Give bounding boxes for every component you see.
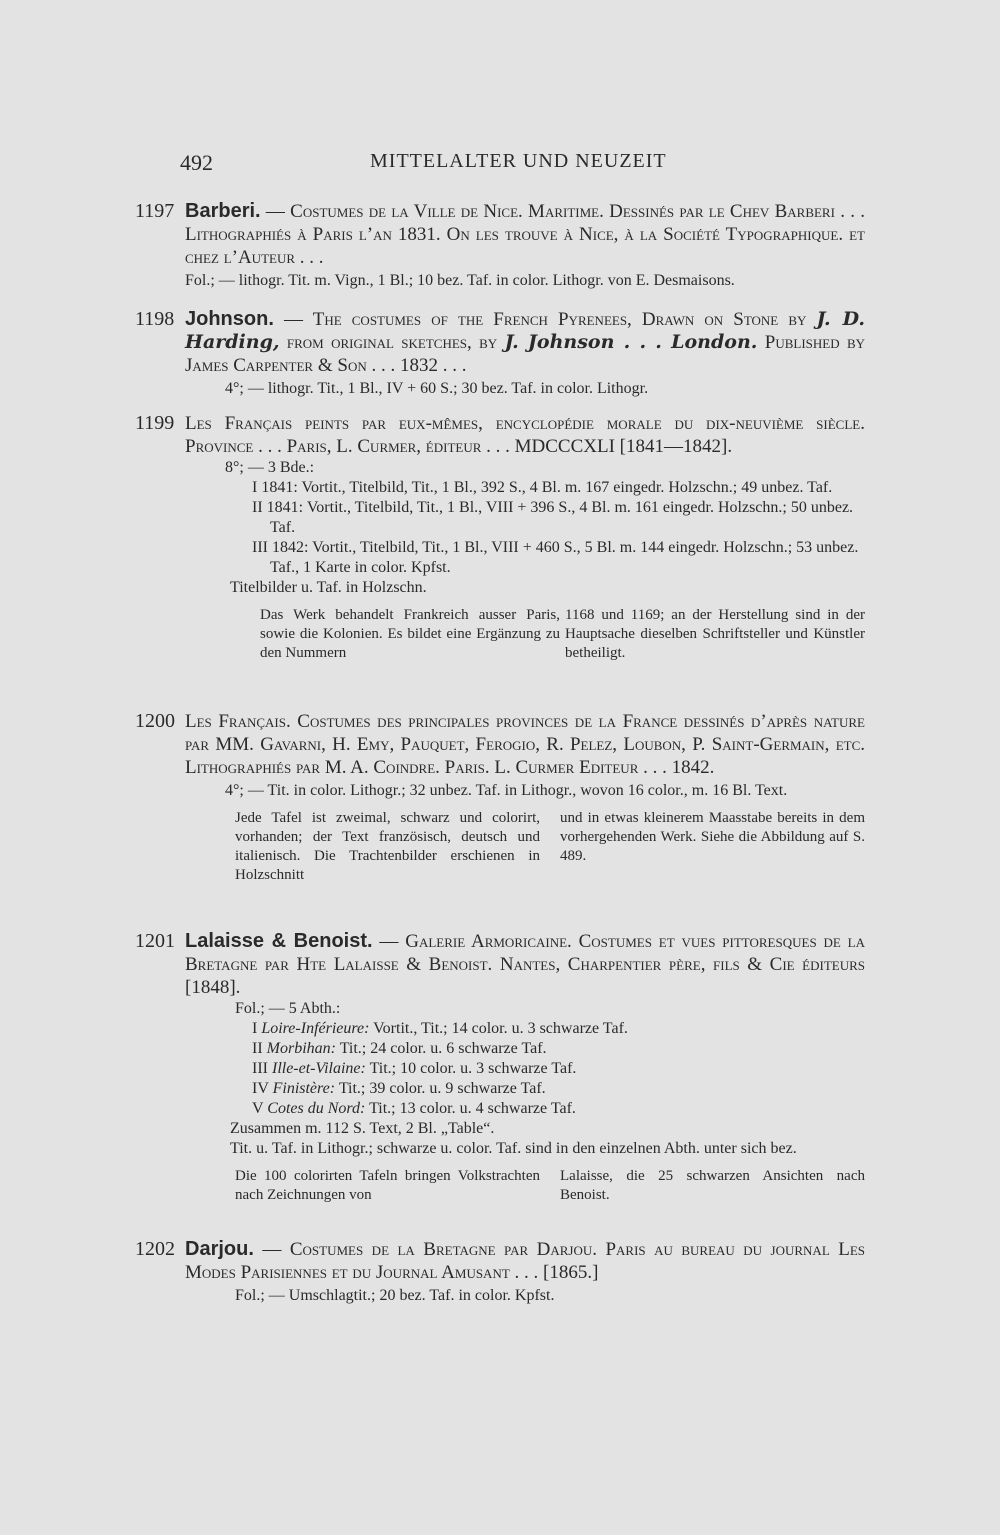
- volume-number: I: [252, 1020, 258, 1037]
- volume-place: Cotes du Nord:: [267, 1100, 366, 1117]
- entry-author: Barberi.: [185, 200, 261, 222]
- entry-title-line: [135, 200, 865, 269]
- entry-collation: 4°; — lithogr. Tit., 1 Bl., IV + 60 S.; 30 bez. Taf. in color. Lithogr.: [225, 380, 649, 397]
- volume-line: I 1841: Vortit., Titelbild, Tit., 1 Bl., 392 S., 4 Bl. m. 167 eingedr. Holzschn.; 49 unbez. Taf.: [252, 479, 833, 496]
- comment-right: und in etwas kleinerem Maasstabe bereits in dem vorhergehenden Werk. Siehe die Abbildung auf S. 489.: [560, 810, 865, 864]
- entry-1198: [135, 308, 865, 399]
- entry-author: Lalaisse & Benoist.: [185, 930, 373, 952]
- volume-details: Tit.; 10 color. u. 3 schwarze Taf.: [369, 1060, 577, 1077]
- entry-note: Tit. u. Taf. in Lithogr.; schwarze u. color. Taf. sind in den einzelnen Abth. unter sich bez.: [230, 1140, 797, 1157]
- volume-number: III: [252, 1060, 268, 1077]
- running-title: MITTELALTER UND NEUZEIT: [370, 150, 667, 172]
- entry-format: 8°; — 3 Bde.:: [225, 459, 315, 476]
- comment-left: Jede Tafel ist zweimal, schwarz und colorirt, vorhanden; der Text französisch, deutsch und italienisch. Die Trachtenbilder erschienen in Holzschnitt: [235, 810, 540, 883]
- volume-number: V: [252, 1100, 264, 1117]
- entry-comment: [135, 606, 865, 663]
- entry-title: Published by James Carpenter & Son . . . 1832 . . .: [185, 332, 866, 376]
- comment-right: Lalaisse, die 25 schwarzen Ansichten nach Benoist.: [560, 1168, 865, 1203]
- entry-collation: Fol.; — Umschlagtit.; 20 bez. Taf. in color. Kpfst.: [235, 1287, 555, 1304]
- volume-line: [135, 1079, 865, 1099]
- volume-details: Vortit., Tit.; 14 color. u. 3 schwarze Taf.: [373, 1020, 628, 1037]
- entry-title-line: [135, 930, 865, 999]
- volume-line: [135, 1099, 865, 1119]
- volume-details: Tit.; 13 color. u. 4 schwarze Taf.: [369, 1100, 576, 1117]
- volume-details: Tit.; 24 color. u. 6 schwarze Taf.: [339, 1040, 547, 1057]
- entry-title-line: [135, 412, 865, 458]
- entry-title: Les Français peints par eux-mêmes, encyclopédie morale du dix-neuvième siècle. Province . . . Paris, L. Curmer, éditeur . . . MDCCCXLI [1841—1842].: [185, 413, 865, 457]
- entry-author: Johnson.: [185, 308, 274, 330]
- volume-line: II 1841: Vortit., Titelbild, Tit., 1 Bl., VIII + 396 S., 4 Bl. m. 161 eingedr. Holzschn.; 50 unbez. Taf.: [252, 499, 854, 536]
- entry-title-blackletter: J. D. Harding,: [185, 308, 865, 353]
- volume-line: III 1842: Vortit., Titelbild, Tit., 1 Bl., VIII + 460 S., 5 Bl. m. 144 eingedr. Holzschn.; 53 unbez. Taf., 1 Karte in color. Kpfst.: [252, 539, 859, 576]
- entry-number: 1202: [135, 1238, 175, 1260]
- entry-title: — The costumes of the French Pyrenees, Drawn on Stone by: [283, 309, 807, 330]
- comment-left: Das Werk behandelt Frankreich ausser Paris, sowie die Kolonien. Es bildet eine Ergänzung zu den Nummern: [260, 607, 560, 661]
- volume-line: [135, 1019, 865, 1039]
- entry-number: 1200: [135, 710, 175, 732]
- entry-1199: [135, 412, 865, 663]
- entry-title: — Galerie Armoricaine. Costumes et vues pittoresques de la Bretagne par Hte Lalaisse & Benoist. Nantes, Charpentier père, fils & Cie éditeurs [1848].: [185, 931, 866, 998]
- entry-collation: 4°; — Tit. in color. Lithogr.; 32 unbez. Taf. in Lithogr., wovon 16 color., m. 16 Bl. Text.: [225, 782, 788, 799]
- volume-number: IV: [252, 1080, 269, 1097]
- entry-title-line: [135, 710, 865, 779]
- volume-line: [135, 1039, 865, 1059]
- volume-place: Morbihan:: [266, 1040, 336, 1057]
- entry-title-line: [135, 1238, 865, 1284]
- entry-number: 1199: [135, 412, 175, 434]
- entry-comment: [135, 1167, 865, 1205]
- entry-title: Les Français. Costumes des principales provinces de la France dessinés d’après nature par MM. Gavarni, H. Emy, Pauquet, Ferogio, R. Pelez, Loubon, P. Saint-Germain, etc. Lithographiés par M. A. Coindre. Paris. L. Curmer Editeur . . . 1842.: [185, 711, 865, 778]
- entry-collation: Fol.; — lithogr. Tit. m. Vign., 1 Bl.; 10 bez. Taf. in color. Lithogr. von E. Desmaisons.: [185, 272, 735, 289]
- entry-number: 1201: [135, 930, 175, 952]
- entry-number: 1198: [135, 308, 175, 330]
- entry-note: Zusammen m. 112 S. Text, 2 Bl. „Table“.: [230, 1120, 495, 1137]
- volume-line: [135, 1059, 865, 1079]
- entry-note: Titelbilder u. Taf. in Holzschn.: [230, 579, 427, 596]
- volume-place: Ille-et-Vilaine:: [271, 1060, 366, 1077]
- entry-number: 1197: [135, 200, 175, 222]
- comment-left: Die 100 colorirten Tafeln bringen Volkstrachten nach Zeichnungen von: [235, 1168, 540, 1203]
- page-number: 492: [180, 150, 213, 175]
- entry-format: Fol.; — 5 Abth.:: [235, 1000, 341, 1017]
- entry-1202: [135, 1238, 865, 1306]
- entry-title-line: [135, 308, 865, 377]
- volume-place: Finistère:: [272, 1080, 336, 1097]
- volume-details: Tit.; 39 color. u. 9 schwarze Taf.: [338, 1080, 546, 1097]
- volume-number: II: [252, 1040, 263, 1057]
- entry-author: Darjou.: [185, 1238, 254, 1260]
- entry-1201: [135, 930, 865, 1205]
- comment-right: 1168 und 1169; an der Herstellung sind in der Hauptsache dieselben Schriftsteller und Künstler betheiligt.: [565, 607, 865, 661]
- volume-place: Loire-Inférieure:: [261, 1020, 370, 1037]
- entry-1197: [135, 200, 865, 291]
- entry-comment: [135, 809, 865, 885]
- entry-1200: [135, 710, 865, 885]
- entry-title: — Costumes de la Bretagne par Darjou. Paris au bureau du journal Les Modes Parisiennes et du Journal Amusant . . . [1865.]: [185, 1239, 866, 1283]
- page-header: [180, 150, 870, 180]
- entry-title: from original sketches, by: [286, 332, 498, 353]
- entry-title-blackletter: J. Johnson . . . London.: [504, 331, 758, 353]
- entry-title: — Costumes de la Ville de Nice. Maritime. Dessinés par le Chev Barberi . . . Lithographiés à Paris l’an 1831. On les trouve à Nice, à la Société Typographique. et chez l’Auteur . . .: [185, 201, 866, 268]
